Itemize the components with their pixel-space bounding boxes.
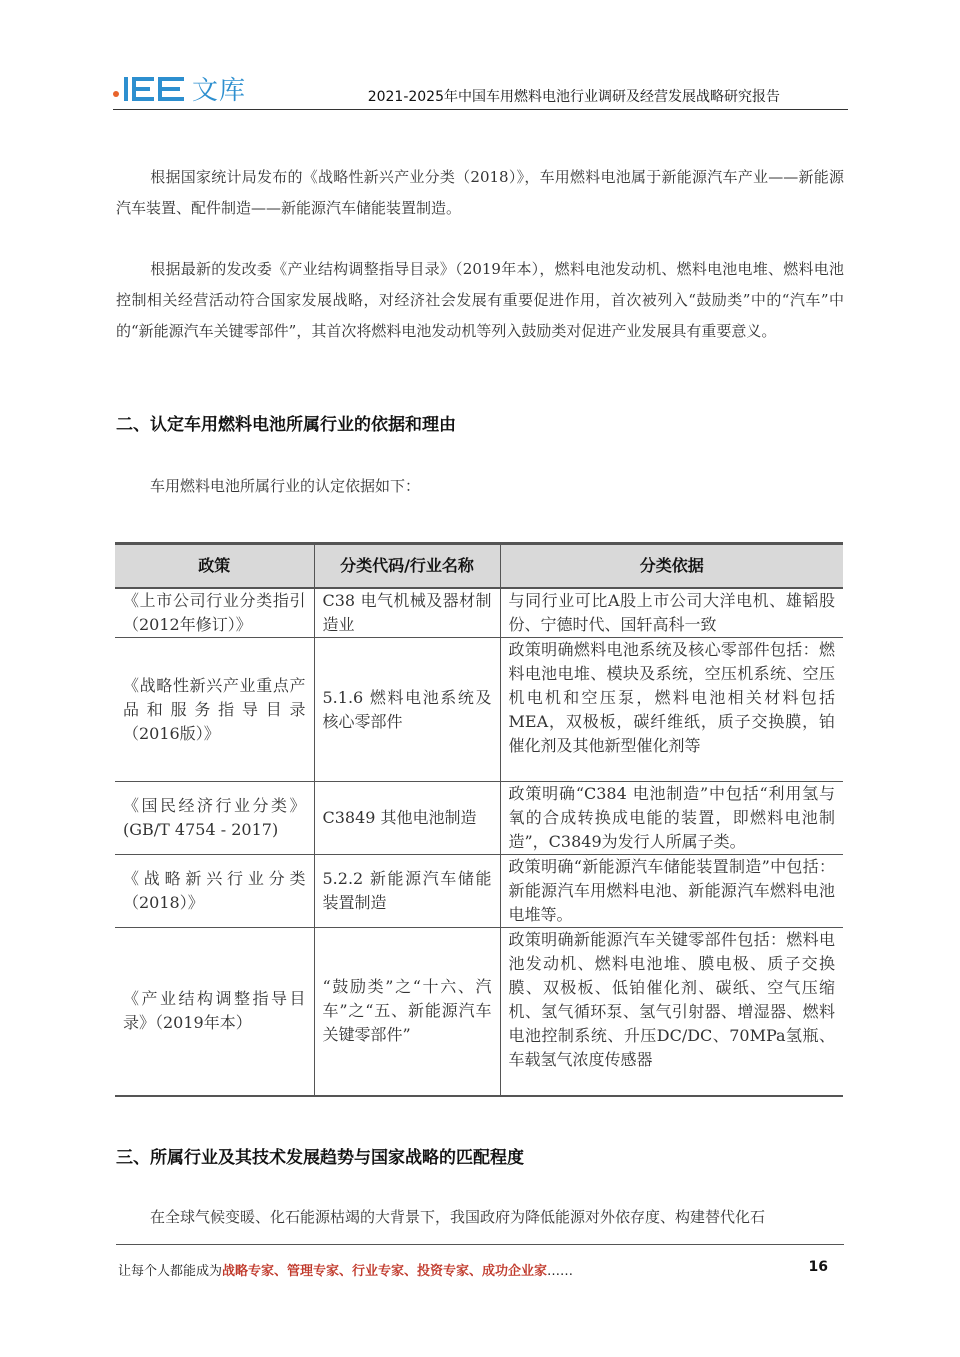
section-heading-3: 三、所属行业及其技术发展趋势与国家战略的匹配程度 [116, 1148, 524, 1168]
cell-basis: 政策明确燃料电池系统及核心零部件包括：燃料电池电堆、模块及系统，空压机系统、空压机电机和空压泵，燃料电池相关材料包括MEA，双极板，碳纤维纸，质子交换膜，铂催化剂及其他新型催化剂等 [500, 638, 843, 782]
table-header-row [115, 544, 843, 589]
paragraph-classification [116, 162, 844, 224]
header-divider [113, 109, 848, 110]
paragraph-global-context [116, 1202, 844, 1233]
table-row [115, 928, 843, 1096]
section-heading-2: 二、认定车用燃料电池所属行业的依据和理由 [116, 415, 456, 435]
footer-roles: 战略专家、管理专家、行业专家、投资专家、成功企业家 [222, 1264, 548, 1279]
cell-code: C3849 其他电池制造 [314, 782, 500, 855]
column-header-basis: 分类依据 [500, 544, 843, 589]
paragraph-text: 在全球气候变暖、化石能源枯竭的大背景下，我国政府为降低能源对外依存度、构建替代化石 [150, 1208, 766, 1226]
cell-basis: 政策明确新能源汽车关键零部件包括：燃料电池发动机、燃料电池堆、膜电极、质子交换膜、双极板、低铂催化剂、碳纸、空气压缩机、氢气循环泵、氢气引射器、增湿器、燃料电池控制系统、升压DC/DC、70MPa氢瓶、车载氢气浓度传感器 [500, 928, 843, 1096]
cell-policy: 《产业结构调整指导目录》（2019年本） [115, 928, 314, 1096]
column-header-code: 分类代码/行业名称 [314, 544, 500, 589]
page-number: 16 [808, 1259, 828, 1275]
cell-code: 5.1.6 燃料电池系统及核心零部件 [314, 638, 500, 782]
logo-dot-icon [113, 91, 119, 97]
logo-text: 文库 [192, 76, 247, 106]
table-row [115, 782, 843, 855]
footer-slogan [118, 1260, 573, 1279]
cell-basis: 政策明确“新能源汽车储能装置制造”中包括：新能源汽车用燃料电池、新能源汽车燃料电池电堆等。 [500, 855, 843, 928]
paragraph-text: 根据国家统计局发布的《战略性新兴产业分类（2018）》，车用燃料电池属于新能源汽车产业——新能源汽车装置、配件制造——新能源汽车储能装置制造。 [116, 168, 844, 217]
column-header-policy: 政策 [115, 544, 314, 589]
cell-policy: 《上市公司行业分类指引（2012年修订）》 [115, 588, 314, 638]
table-row [115, 638, 843, 782]
report-title: 2021-2025年中国车用燃料电池行业调研及经营发展战略研究报告 [367, 89, 780, 105]
footer-suffix: …… [547, 1264, 574, 1279]
cell-policy: 《战略新兴行业分类（2018）》 [115, 855, 314, 928]
paragraph-text: 车用燃料电池所属行业的认定依据如下： [150, 477, 421, 495]
cell-basis: 与同行业可比A股上市公司大洋电机、雄韬股份、宁德时代、国轩高科一致 [500, 588, 843, 638]
paragraph-text: 根据最新的发改委《产业结构调整指导目录》（2019年本），燃料电池发动机、燃料电池电堆、燃料电池控制相关经营活动符合国家发展战略，对经济社会发展有重要促进作用，首次被列入“鼓励类”中的“汽车”中的“新能源汽车关键零部件”，其首次将燃料电池发动机等列入鼓励类对促进产业发展具有重要意义。 [116, 260, 844, 340]
cell-code: C38 电气机械及器材制造业 [314, 588, 500, 638]
footer-prefix: 让每个人都能成为 [118, 1264, 223, 1279]
cell-policy: 《国民经济行业分类》(GB/T 4754 - 2017) [115, 782, 314, 855]
cell-policy: 《战略性新兴产业重点产品和服务指导目录（2016版）》 [115, 638, 314, 782]
table-row [115, 588, 843, 638]
paragraph-basis-intro [116, 471, 844, 502]
logo [113, 70, 246, 107]
footer-divider [116, 1244, 844, 1245]
page-header [113, 66, 848, 110]
table-row [115, 855, 843, 928]
cell-code: 5.2.2 新能源汽车储能装置制造 [314, 855, 500, 928]
paragraph-catalog [116, 254, 844, 347]
cell-basis: 政策明确“C384 电池制造”中包括“利用氢与氧的合成转换成电能的装置，即燃料电池制造”，C3849为发行人所属子类。 [500, 782, 843, 855]
cell-code: “鼓励类”之“十六、汽车”之“五、新能源汽车关键零部件” [314, 928, 500, 1096]
logo-mark-icon [122, 75, 188, 103]
policy-table [115, 542, 843, 1097]
